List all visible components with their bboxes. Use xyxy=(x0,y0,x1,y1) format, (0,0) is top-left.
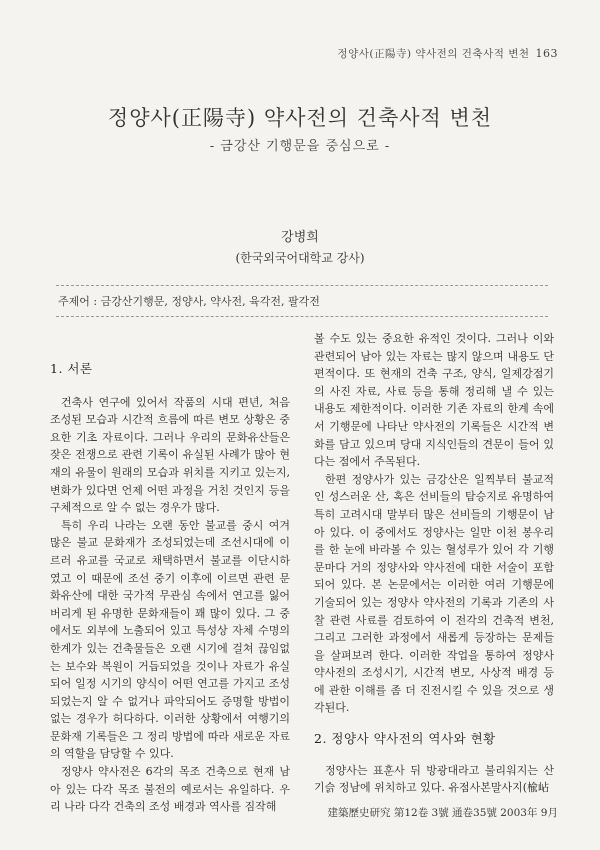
running-header xyxy=(337,46,558,61)
author-name: 강병희 xyxy=(281,230,319,245)
journal-footer: 建築歷史研究 第12卷 3號 通卷35號 2003年 9月 xyxy=(327,807,558,819)
running-title: 정양사(正陽寺) 약사전의 건축사적 변천 xyxy=(337,48,530,60)
paragraph: 건축사 연구에 있어서 작품의 시대 편년, 처음 조성된 모습과 시간적 흐름에 따른 변모 상황은 중요한 기초 자료이다. 그러나 우리의 문화유산들은 잦은 전쟁으로 관련 기록이 유실된 사례가 많아 현재의 유물이 원래의 모습과 위치를 지키고 있는지, 변화가 있다면 언제 어떤 과정을 거친 것인지 등을 구체적으로 알 수 없는 경우가 많다. xyxy=(50,395,290,515)
author-affiliation: (한국외국어대학교 강사) xyxy=(235,251,365,265)
paragraph: 한편 정양사가 있는 금강산은 일찍부터 불교적인 성스러운 산, 혹은 선비들의 탐승지로 유명하여 특히 고려시대 말부터 많은 선비들의 기행문이 남아 있다. 이 중에서도 정양사는 일만 이천 봉우리를 한 눈에 바라볼 수 있는 혈성루가 있어 각 기행문마다 거의 정양사와 약사전에 대한 서술이 포함되어 있다. 본 논문에서는 이러한 여러 기행문에 기술되어 있는 정양사 약사전의 기록과 기존의 사찰 관련 사료를 검토하여 이 전각의 건축적 변천, 그리고 그러한 과정에서 새롭게 등장하는 문제들을 살펴보려 한다. 이러한 작업을 통하여 정양사 약사전의 조성시기, 시간적 변모, 사상적 배경 등에 관한 이해를 좀 더 진전시킬 수 있을 것으로 생각된다. xyxy=(314,472,554,715)
left-column xyxy=(50,330,290,816)
page-number: 163 xyxy=(535,47,558,60)
keywords-box: 주제어 : 금강산기행문, 정양사, 약사전, 육각전, 팔각전 xyxy=(56,285,548,317)
right-column xyxy=(314,330,554,797)
paragraph: 정양사 약사전은 6각의 목조 건축으로 현재 남아 있는 다각 목조 불전의 예로서는 유일하다. 우리 나라 다각 건축의 조성 배경과 역사를 짐작해 xyxy=(50,765,290,814)
section-heading-history: 2. 정양사 약사전의 역사와 현황 xyxy=(314,731,496,747)
paper-title: 정양사(正陽寺) 약사전의 건축사적 변천 xyxy=(107,106,493,130)
paragraph: 특히 우리 나라는 오랜 동안 불교를 중시 여겨 많은 불교 문화재가 조성되었는데 조선시대에 이르러 유교를 국교로 채택하면서 불교를 이단시하였고 이 때문에 조선 중기 이후에 이르면 관련 문화유산에 대한 국가적 무관심 속에서 연고를 잃어버리게 된 유명한 문화재들이 꽤 많이 있다. 그 중에서도 외부에 노출되어 있고 특성상 자체 수명의 한계가 있는 건축물들은 오랜 시기에 걸쳐 끊임없는 보수와 복원이 거듭되었을 것이나 자료가 유실되어 일정 시기의 양식이 어떤 연고를 가지고 조성되었는지 알 수 없거나 파악되어도 증명할 방법이 없는 경우가 허다하다. 이러한 상황에서 여행기의 문화재 기록들은 그 정리 방법에 따라 새로운 자료의 역할을 담당할 수 있다. xyxy=(50,518,290,761)
section-heading-intro: 1. 서론 xyxy=(50,361,93,376)
paragraph: 볼 수도 있는 중요한 유적인 것이다. 그러나 이와 관련되어 남아 있는 자료는 많지 않으며 내용도 단편적이다. 또 현재의 건축 구조, 양식, 일제강점기의 사진 자료, 사료 등을 통해 정리해 낼 수 있는 내용도 제한적이다. 이러한 기존 자료의 한계 속에서 기행문에 나타난 약사전의 기록들은 시간적 변화를 담고 있으며 당대 지식인들의 견문이 들어 있다는 점에서 주목된다. xyxy=(314,332,554,469)
paragraph: 정양사는 표훈사 뒤 방광대라고 불리워지는 산기슭 정남에 위치하고 있다. 유점사본말사지(楡岾 xyxy=(314,763,554,795)
paper-subtitle: - 금강산 기행문을 중심으로 - xyxy=(209,139,391,154)
